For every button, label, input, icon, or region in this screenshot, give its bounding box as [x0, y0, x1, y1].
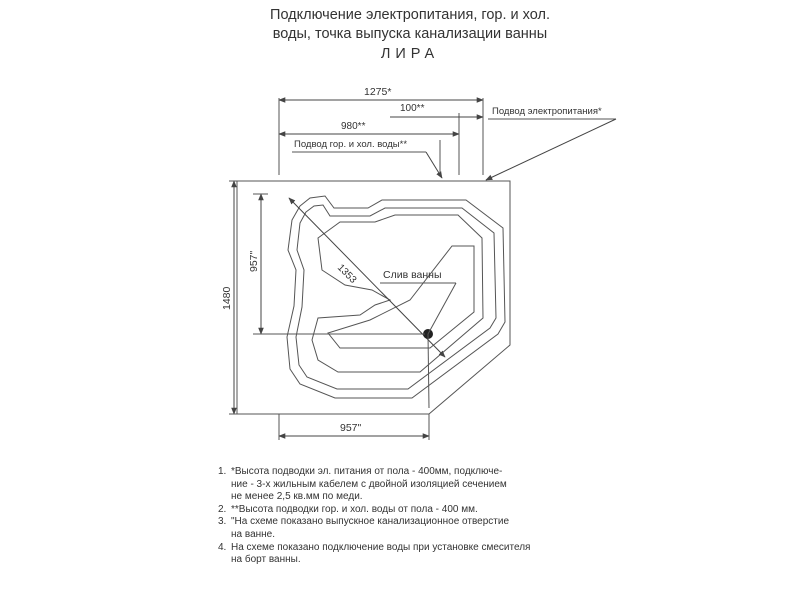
- note-number: 3.: [218, 516, 227, 528]
- dimension-1480-label: 1480: [221, 286, 233, 310]
- title-line-2: воды, точка выпуска канализации ванны: [272, 26, 548, 42]
- title-line-1: Подключение электропитания, гор. и хол.: [270, 7, 550, 23]
- note-line: на ванне.: [231, 528, 276, 540]
- diagonal-dimension-label: 1353: [334, 262, 359, 286]
- dimension-957-horizontal-label: 957": [340, 422, 362, 434]
- note-3: [218, 516, 638, 541]
- dimension-980-label: 980**: [341, 121, 366, 132]
- note-2: [218, 504, 638, 517]
- note-line: не менее 2,5 кв.мм по меди.: [231, 491, 363, 503]
- note-line: на борт ванны.: [231, 554, 301, 566]
- water-supply-label: Подвод гор. и хол. воды**: [294, 139, 408, 150]
- power-supply-leader: [486, 119, 616, 180]
- note-4: [218, 542, 638, 567]
- dimension-100-label: 100**: [400, 103, 425, 114]
- power-supply-label: Подвод электропитания*: [492, 106, 602, 117]
- note-1: [218, 466, 638, 504]
- notes-section: [218, 466, 638, 567]
- note-line: **Высота подводки гор. и хол. воды от пола - 400 мм.: [231, 503, 478, 515]
- tub-inner-bottom: [328, 246, 474, 348]
- dimension-1275-label: 1275*: [364, 86, 392, 98]
- tub-outer-contour: [237, 181, 510, 414]
- dimension-957-vertical-label: 957": [248, 250, 260, 272]
- note-number: 2.: [218, 503, 227, 515]
- drain-label: Слив ванны: [383, 269, 442, 281]
- model-name: ЛИРА: [380, 46, 440, 62]
- note-line: *Высота подводки эл. питания от пола - 400мм, подключе-: [231, 466, 503, 477]
- note-number: 1.: [218, 466, 227, 477]
- tub-bowl-outline: [287, 196, 505, 398]
- note-number: 4.: [218, 541, 227, 553]
- note-line: ние - 3-х жильным кабелем с двойной изоляцией сечением: [231, 478, 507, 490]
- note-line: На схеме показано подключение воды при установке смесителя: [231, 541, 531, 553]
- note-line: "На схеме показано выпускное канализационное отверстие: [231, 516, 510, 528]
